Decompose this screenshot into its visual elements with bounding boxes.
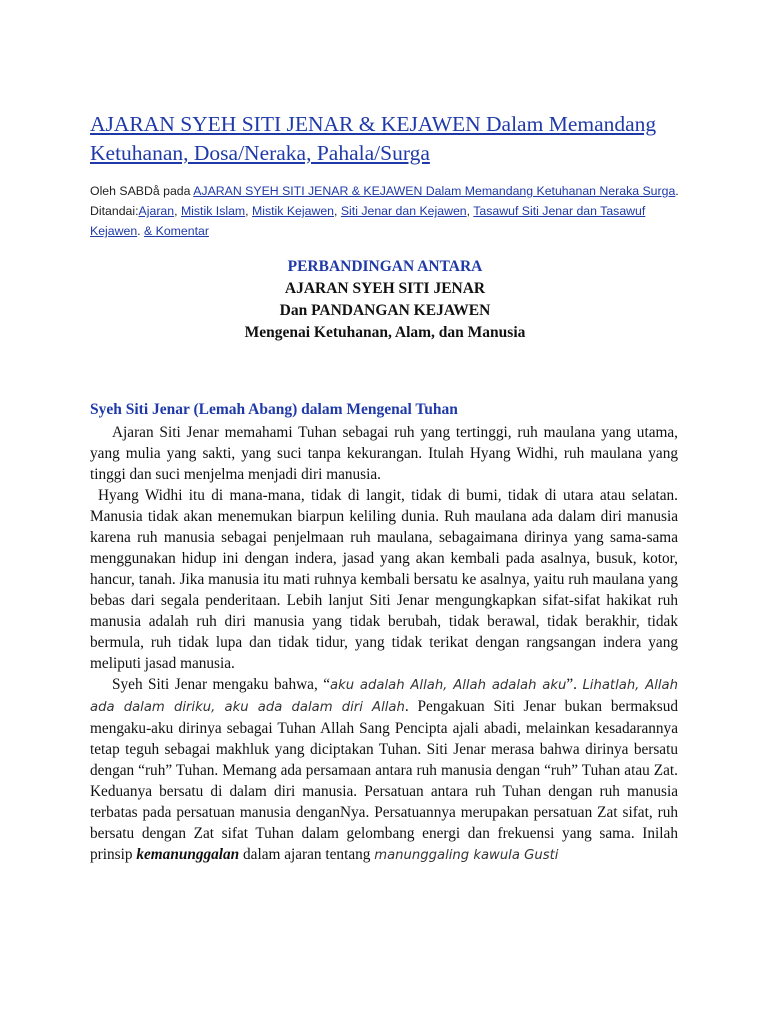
paragraph-1: Ajaran Siti Jenar memahami Tuhan sebagai ruh yang tertinggi, ruh maulana yang utama, yang mulia yang sakti, yang suci tanpa kekurangan. Itulah Hyang Widhi, ruh maulana yang tinggi dan suci menjelma menjadi diri manusia. bbox=[90, 424, 678, 483]
italic-sentence: Lihatlah, Allah ada dalam diriku, aku ada dalam diri Allah bbox=[90, 678, 678, 715]
heading-line-4: Mengenai Ketuhanan, Alam, dan Manusia bbox=[244, 324, 526, 341]
heading-line-1: PERBANDINGAN ANTARA bbox=[287, 258, 483, 275]
heading-line-3: Dan PANDANGAN KEJAWEN bbox=[279, 302, 491, 319]
article-title[interactable] bbox=[90, 110, 690, 168]
author-prefix: Oleh SABDå pada bbox=[90, 184, 194, 198]
category-link[interactable]: AJARAN SYEH SITI JENAR & KEJAWEN Dalam Memandang Ketuhanan Neraka Surga bbox=[193, 184, 676, 198]
tag-link-mistik-islam[interactable]: Mistik Islam bbox=[180, 204, 246, 218]
tag-link-ajaran[interactable]: Ajaran bbox=[138, 204, 175, 218]
comparison-heading bbox=[90, 256, 680, 344]
article-body bbox=[90, 422, 678, 866]
quote-italic: aku adalah Allah, Allah adalah aku bbox=[330, 678, 567, 693]
comments-link[interactable]: & Komentar bbox=[144, 224, 209, 238]
section-heading: Syeh Siti Jenar (Lemah Abang) dalam Mengenal Tuhan bbox=[90, 401, 458, 418]
tag-link-tasawuf[interactable]: Tasawuf Siti Jenar dan Tasawuf Kejawen bbox=[90, 204, 646, 238]
bold-italic-term: kemanunggalan bbox=[136, 846, 240, 863]
tag-link-siti-jenar-kejawen[interactable]: Siti Jenar dan Kejawen bbox=[340, 204, 467, 218]
italic-term: manunggaling kawula Gusti bbox=[374, 848, 559, 863]
article-title-link[interactable]: AJARAN SYEH SITI JENAR & KEJAWEN Dalam Memandang Ketuhanan, Dosa/Neraka, Pahala/Surga bbox=[90, 112, 657, 165]
paragraph-2: Hyang Widhi itu di mana-mana, tidak di langit, tidak di bumi, tidak di utara atau selatan. Manusia tidak akan menemukan biarpun keliling dunia. Ruh maulana ada dalam diri manusia karena ruh manusia sebagai penjelmaan ruh maulana, sebagaimana dirinya yang sama-sama menggunakan hidup ini dengan indera, jasad yang akan kembali pada asalnya, busuk, kotor, hancur, tanah. Jika manusia itu mati ruhnya kembali bersatu ke asalnya, yaitu ruh maulana yang bebas dari segala penderitaan. Lebih lanjut Siti Jenar mengungkapkan sifat-sifat hakikat ruh manusia adalah ruh diri manusia yang tidak berubah, tidak berawal, tidak berakhir, tidak bermula, ruh tidak lupa dan tidak tidur, yang tidak terikat dengan rangsangan indera yang meliputi jasad manusia. bbox=[90, 487, 678, 672]
tagged-prefix: . Ditandai: bbox=[90, 184, 679, 218]
article-meta: Oleh SABDå pada AJARAN SYEH SITI JENAR & KEJAWEN Dalam Memandang Ketuhanan Neraka Surga. Ditandai:Ajaran, Mistik Islam, Mistik Kejawen, Siti Jenar dan Kejawen, Tasawuf Siti Jenar dan Tasawuf Kejawen. & Komentar bbox=[90, 184, 679, 238]
heading-line-2: AJARAN SYEH SITI JENAR bbox=[284, 280, 486, 297]
tag-link-mistik-kejawen[interactable]: Mistik Kejawen bbox=[252, 204, 335, 218]
paragraph-3: Syeh Siti Jenar mengaku bahwa, “aku adalah Allah, Allah adalah aku”. Lihatlah, Allah ada dalam diriku, aku ada dalam diri Allah. Pengakuan Siti Jenar bukan bermaksud mengaku-aku dirinya sebagai Tuhan Allah Sang Pencipta ajali abadi, melainkan kesadarannya tetap teguh sebagai makhluk yang diciptakan Tuhan. Siti Jenar merasa bahwa dirinya bersatu dengan “ruh” Tuhan. Memang ada persamaan antara ruh manusia dengan “ruh” Tuhan atau Zat. Keduanya bersatu di dalam diri manusia. Persatuan antara ruh Tuhan dengan ruh manusia terbatas pada persatuan manusia denganNya. Persatuannya merupakan persatuan Zat sifat, ruh bersatu dengan Zat sifat Tuhan dalam gelombang energi dan frekuensi yang sama. Inilah prinsip kemanunggalan dalam ajaran tentang manunggaling kawula Gusti bbox=[90, 676, 678, 863]
